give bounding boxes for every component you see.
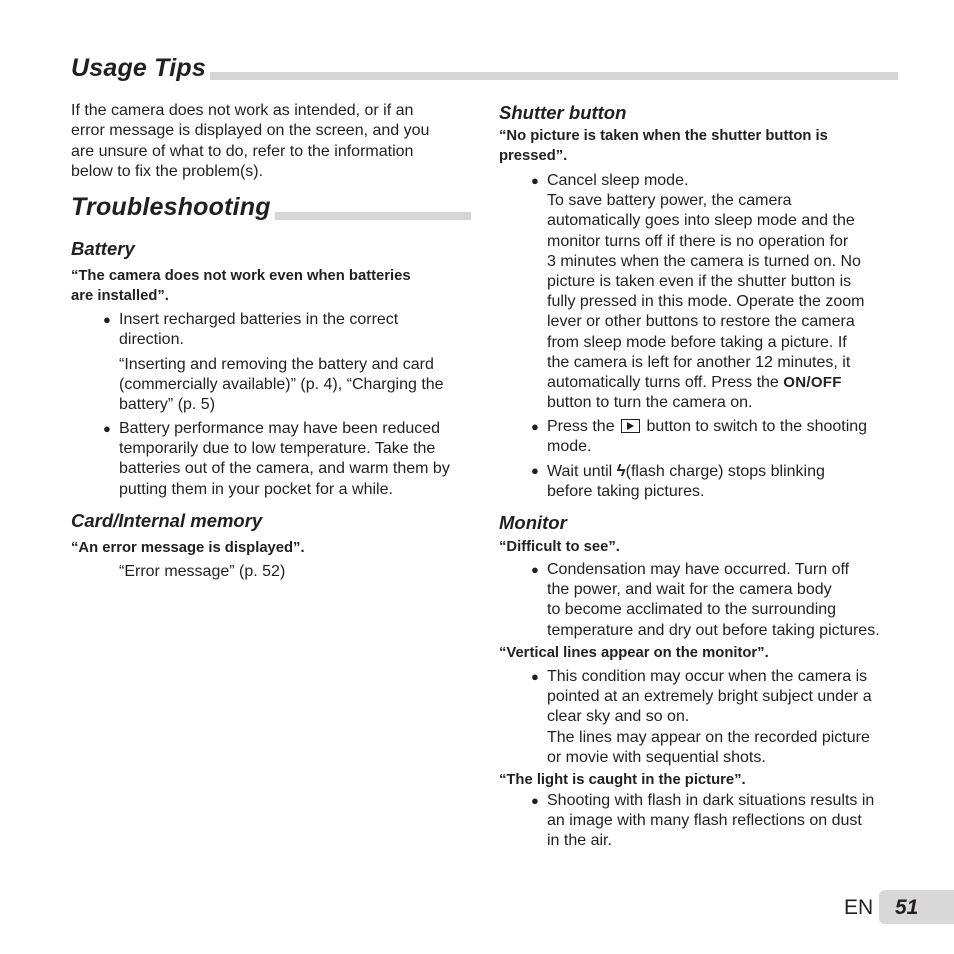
battery-reference: “Inserting and removing the battery and card (commercially available)” (p. 4), “Charging the battery” (p. 5) bbox=[119, 356, 444, 414]
bullet-icon: ● bbox=[531, 419, 539, 434]
shutter-bullet-2: ● Press the button to switch to the shooting mode. bbox=[531, 418, 868, 456]
shutter-bullet-3: ● Wait until ϟ(flash charge) stops blinking before taking pictures. bbox=[531, 461, 825, 501]
bullet-icon: ● bbox=[531, 463, 539, 478]
troubleshooting-title: Troubleshooting bbox=[71, 193, 275, 222]
on-off-button-label: ON/OFF bbox=[783, 374, 842, 392]
usage-tips-title: Usage Tips bbox=[71, 54, 210, 83]
playback-icon bbox=[621, 419, 640, 433]
bullet-icon: ● bbox=[531, 793, 539, 808]
bullet-icon: ● bbox=[103, 421, 111, 436]
language-label: EN bbox=[844, 896, 874, 919]
battery-question: “The camera does not work even when batteries are installed”. bbox=[71, 268, 411, 304]
monitor-heading: Monitor bbox=[499, 512, 567, 533]
bullet-icon: ● bbox=[531, 562, 539, 577]
page-number: 51 bbox=[895, 896, 919, 919]
monitor-question-2: “Vertical lines appear on the monitor”. bbox=[499, 645, 769, 661]
bullet-icon: ● bbox=[531, 173, 539, 188]
flash-charge-icon: ϟ bbox=[616, 461, 626, 480]
shutter-bullet-1: ● Cancel sleep mode. To save battery power, the camera automatically goes into sleep mode and the monitor turns off if there is no operation for 3 minutes when the camera is turned on. No picture is taken even if the shutter button is fully pressed in this mode. Operate the zoom lever or other buttons to restore the camera from sleep mode before taking a picture. If the camera is left for another 12 minutes, it automatically turns off. Press the ON/OFF button to turn the camera on. bbox=[531, 172, 865, 412]
card-memory-heading: Card/Internal memory bbox=[71, 510, 263, 531]
monitor-question-1: “Difficult to see”. bbox=[499, 539, 620, 555]
monitor-bullet-1: ● Condensation may have occurred. Turn off the power, and wait for the camera body to become acclimated to the surrounding temperature and dry out before taking pictures. bbox=[531, 561, 880, 639]
battery-bullet-1: ● Insert recharged batteries in the correct direction. bbox=[103, 311, 399, 349]
bullet-icon: ● bbox=[103, 312, 111, 327]
shutter-heading: Shutter button bbox=[499, 102, 627, 123]
battery-bullet-2: ● Battery performance may have been reduced temporarily due to low temperature. Take the batteries out of the camera, and warm them by putting them in your pocket for a while. bbox=[103, 420, 450, 498]
card-question: “An error message is displayed”. bbox=[71, 540, 305, 556]
battery-heading: Battery bbox=[71, 238, 135, 259]
shutter-question: “No picture is taken when the shutter button is pressed”. bbox=[499, 128, 828, 164]
card-reference: “Error message” (p. 52) bbox=[119, 563, 286, 580]
monitor-bullet-3: ● Shooting with flash in dark situations results in an image with many flash reflections on dust in the air. bbox=[531, 792, 875, 850]
usage-tips-intro: If the camera does not work as intended, or if an error message is displayed on the screen, and you are unsure of what to do, refer to the information below to fix the problem(s). bbox=[71, 102, 430, 180]
monitor-question-3: “The light is caught in the picture”. bbox=[499, 772, 746, 788]
monitor-bullet-2: ● This condition may occur when the camera is pointed at an extremely bright subject under a clear sky and so on. The lines may appear on the recorded picture or movie with sequential shots. bbox=[531, 668, 872, 766]
bullet-icon: ● bbox=[531, 669, 539, 684]
